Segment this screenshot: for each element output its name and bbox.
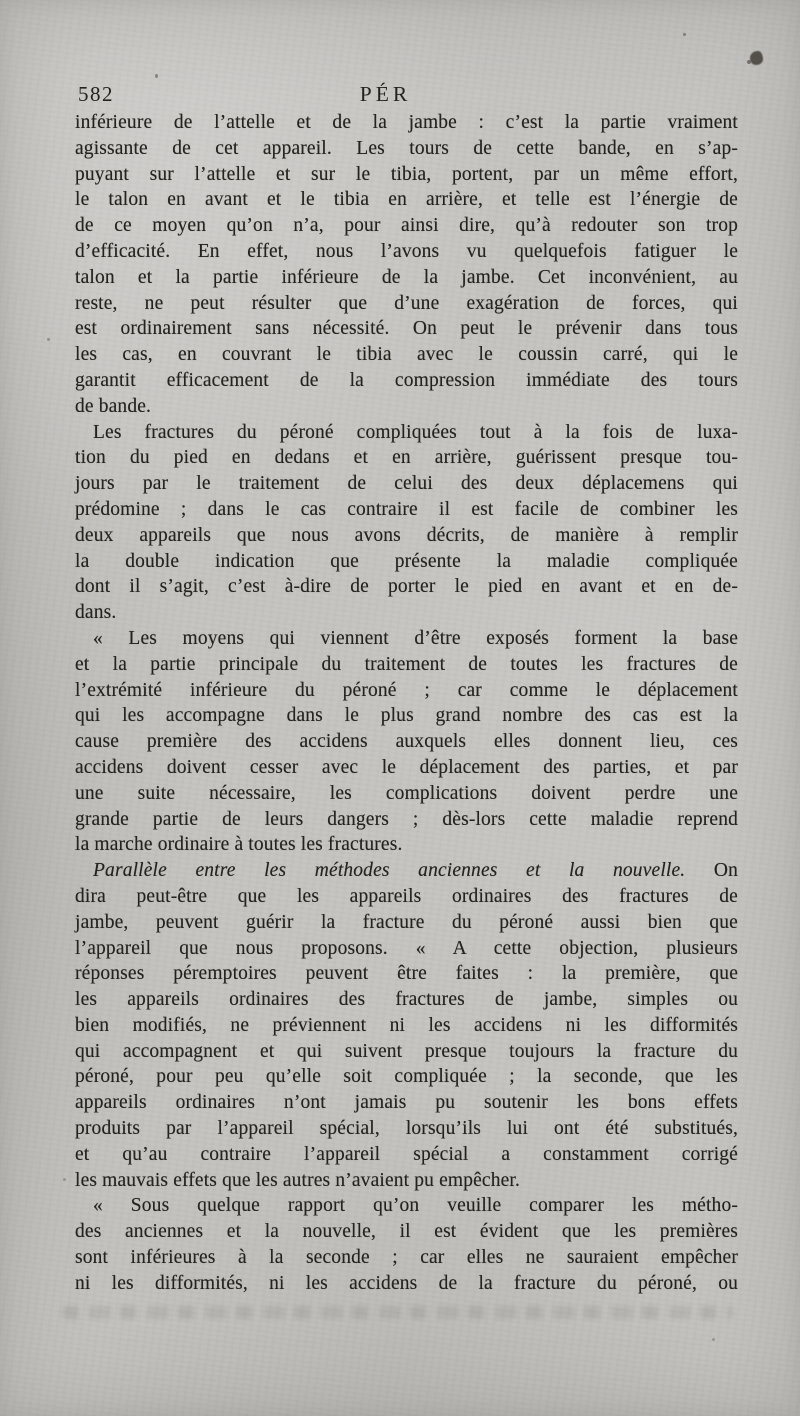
text-line [75,445,738,471]
text-segment: « Sous quelque rapport qu’on veuille comparer les métho- [93,1195,738,1217]
ink-speck [47,338,50,341]
text-line [75,497,738,523]
text-segment: de bande. [75,395,152,417]
text-line [75,239,738,265]
ink-speck [63,1178,66,1181]
text-segment: et la partie principale du traitement de toutes les fractures de [75,653,738,675]
text-segment: d’efficacité. En effet, nous l’avons vu quelquefois fatiguer le [75,240,738,262]
text-line [75,368,738,394]
text-line [75,755,738,781]
text-segment: est ordinairement sans nécessité. On peut le prévenir dans tous [75,318,738,340]
text-line [75,1245,738,1271]
text-line [75,678,738,704]
text-segment: On [685,860,738,882]
ink-blot-tail [747,60,751,64]
text-segment: réponses péremptoires peuvent être faites : la première, que [75,963,738,985]
text-line [75,1219,738,1245]
text-line [75,832,738,858]
text-line [75,1039,738,1065]
text-line [75,987,738,1013]
text-segment: péroné, pour peu qu’elle soit compliquée ; la seconde, que les [75,1066,738,1088]
text-line [75,1271,738,1297]
text-line [75,162,738,188]
text-line [75,703,738,729]
ink-blot [750,51,763,65]
text-segment: les appareils ordinaires des fractures de jambe, simples ou [75,989,738,1011]
text-line [75,910,738,936]
text-segment: appareils ordinaires n’ont jamais pu soutenir les bons effets [75,1092,738,1114]
text-line [75,1116,738,1142]
text-line [75,600,738,626]
text-line [75,807,738,833]
text-segment: l’extrémité inférieure du péroné ; car comme le déplacement [75,679,738,701]
text-segment: la double indication que présente la maladie compliquée [75,550,738,572]
text-segment: jours par le traitement de celui des deux déplacemens qui [75,473,738,495]
text-line [75,394,738,420]
text-block [75,110,738,1297]
text-segment: grande partie de leurs dangers ; dès-lors cette maladie reprend [75,808,738,830]
text-line [75,110,738,136]
text-segment: cause première des accidens auxquels elles donnent lieu, ces [75,731,738,753]
text-segment: des anciennes et la nouvelle, il est évident que les premières [75,1221,738,1243]
text-segment: talon et la partie inférieure de la jambe. Cet inconvénient, au [75,266,738,288]
text-segment: de ce moyen qu’on n’a, pour ainsi dire, qu’à redouter son trop [75,215,738,237]
text-line [75,652,738,678]
text-line [75,549,738,575]
text-segment: qui les accompagne dans le plus grand nombre des cas est la [75,705,738,727]
ink-speck [683,33,686,36]
text-line [75,626,738,652]
text-segment: puyant sur l’attelle et sur le tibia, portent, par un même effort, [75,163,738,185]
text-line [75,729,738,755]
text-line [75,523,738,549]
text-line [75,936,738,962]
text-line [75,961,738,987]
text-line [75,291,738,317]
page-number: 582 [78,82,114,106]
text-segment: les mauvais effets que les autres n’avaient pu empêcher. [75,1169,520,1191]
text-line [75,213,738,239]
text-line [75,781,738,807]
text-segment: prédomine ; dans le cas contraire il est facile de combiner les [75,498,738,520]
text-segment: jambe, peuvent guérir la fracture du péroné aussi bien que [75,911,738,933]
text-segment: dira peut-être que les appareils ordinaires des fractures de [75,885,738,907]
text-line [75,1064,738,1090]
text-segment: la marche ordinaire à toutes les fractures. [75,834,403,856]
text-segment: agissante de cet appareil. Les tours de cette bande, en s’ap- [75,137,738,159]
text-line [75,1168,738,1194]
text-segment: les cas, en couvrant le tibia avec le coussin carré, qui le [75,344,738,366]
text-segment: dont il s’agit, c’est à-dire de porter le pied en avant et en de- [75,576,738,598]
text-line [75,1193,738,1219]
text-segment: ni les difformités, ni les accidens de la fracture du péroné, ou [75,1272,738,1294]
text-segment: deux appareils que nous avons décrits, de manière à remplir [75,524,738,546]
text-segment: accidens doivent cesser avec le déplacement des parties, et par [75,756,738,778]
italic-text-segment: Parallèle entre les méthodes anciennes et la nouvelle. [93,860,686,882]
text-segment: garantit efficacement de la compression immédiate des tours [75,369,738,391]
text-segment: bien modifiés, ne préviennent ni les accidens ni les difformités [75,1014,738,1036]
page-header [78,82,737,108]
text-segment: le talon en avant et le tibia en arrière, et telle est l’énergie de [75,189,738,211]
text-segment: « Les moyens qui viennent d’être exposés forment la base [93,627,738,649]
text-segment: tion du pied en dedans et en arrière, guérissent presque tou- [75,447,738,469]
text-segment: dans. [75,602,117,624]
text-segment: sont inférieures à la seconde ; car elles ne sauraient empêcher [75,1247,738,1269]
text-segment: une suite nécessaire, les complications doivent perdre une [75,782,738,804]
text-line [75,265,738,291]
text-line [75,1142,738,1168]
text-line [75,884,738,910]
text-segment: Les fractures du péroné compliquées tout à la fois de luxa- [93,421,738,443]
text-line [75,136,738,162]
text-line [75,574,738,600]
text-segment: et qu’au contraire l’appareil spécial a constamment corrigé [75,1143,738,1165]
text-line [75,858,738,884]
text-segment: reste, ne peut résulter que d’une exagération de forces, qui [75,292,738,314]
text-segment: qui accompagnent et qui suivent presque toujours la fracture du [75,1040,738,1062]
text-segment: l’appareil que nous proposons. « A cette objection, plusieurs [75,937,738,959]
text-segment: inférieure de l’attelle et de la jambe : c’est la partie vraiment [75,112,738,133]
show-through-ghost-text [62,1306,734,1319]
text-line [75,471,738,497]
text-line [75,187,738,213]
text-line [75,1090,738,1116]
text-line [75,1013,738,1039]
text-segment: produits par l’appareil spécial, lorsqu’ils lui ont été substitués, [75,1118,738,1140]
text-line [75,420,738,446]
ink-speck [155,74,158,78]
text-line [75,316,738,342]
text-line [75,342,738,368]
running-head: PÉR [359,82,412,106]
ink-speck [712,1338,715,1341]
